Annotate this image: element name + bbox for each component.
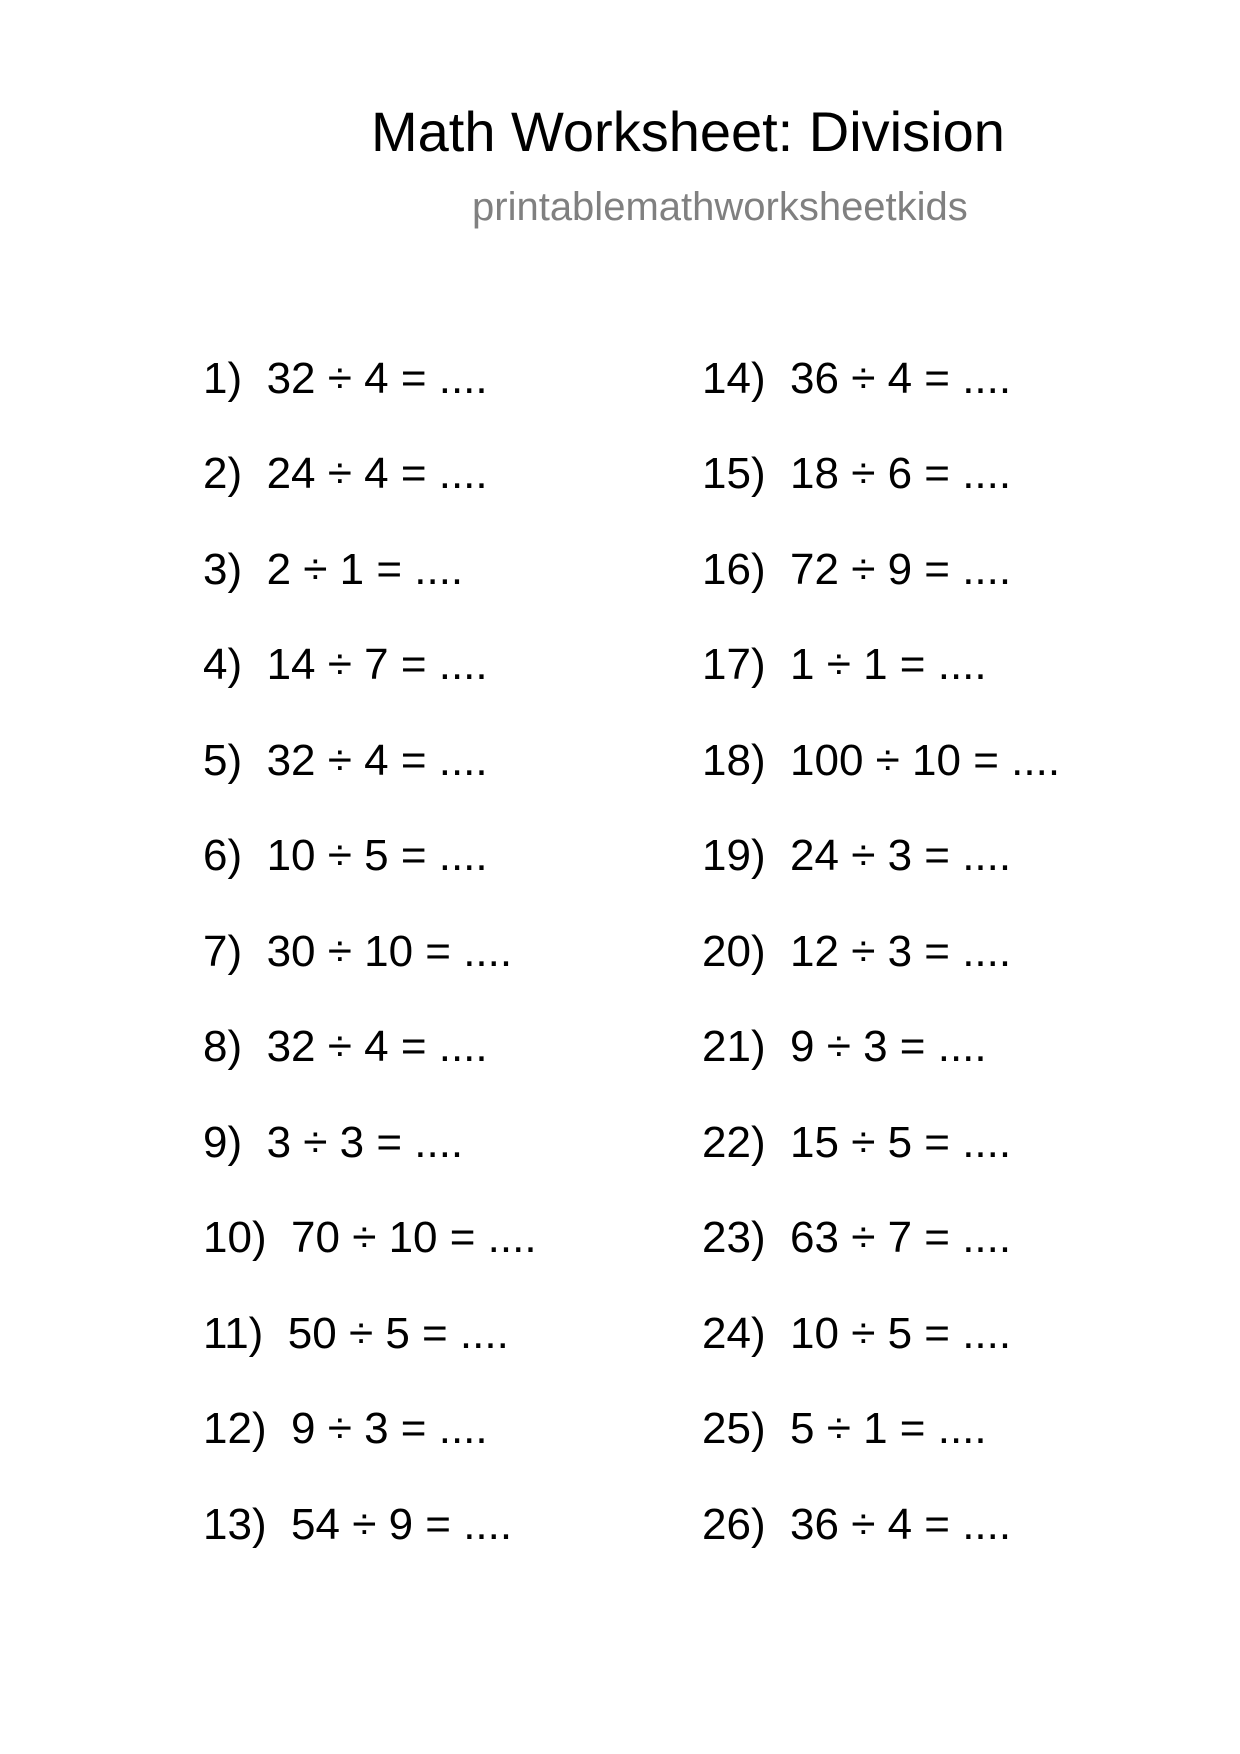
problem-item [203,1118,463,1168]
problem-item [203,1309,509,1359]
problem-expression: 10 ÷ 5 = .... [790,1309,1012,1358]
problem-expression: 15 ÷ 5 = .... [790,1118,1012,1167]
worksheet-title: Math Worksheet: Division [371,100,1005,163]
problem-item [203,927,512,977]
problem-item [702,545,1011,595]
problem-number: 23) [702,1213,766,1262]
problem-expression: 70 ÷ 10 = .... [291,1213,537,1262]
problem-expression: 14 ÷ 7 = .... [266,640,488,689]
problem-expression: 30 ÷ 10 = .... [266,927,513,976]
problem-item [203,354,488,404]
problem-number: 24) [702,1309,766,1358]
problem-item [702,1404,987,1454]
problem-number: 14) [702,354,766,403]
problem-item [702,1309,1011,1359]
problem-expression: 100 ÷ 10 = .... [790,736,1061,785]
problem-item [702,449,1011,499]
problem-number: 8) [203,1022,243,1071]
problem-number: 13) [203,1500,267,1549]
problem-expression: 3 ÷ 3 = .... [266,1118,464,1167]
problem-item [203,1404,488,1454]
problem-item [702,640,987,690]
problem-number: 10) [203,1213,267,1262]
problem-number: 15) [702,449,766,498]
problem-item [702,1118,1011,1168]
problem-expression: 18 ÷ 6 = .... [790,449,1012,498]
problem-number: 5) [203,736,243,785]
problem-expression: 32 ÷ 4 = .... [266,1022,488,1071]
problem-item [702,1213,1011,1263]
problem-number: 2) [203,449,243,498]
problem-expression: 72 ÷ 9 = .... [790,545,1012,594]
problem-item [203,1213,537,1263]
problem-expression: 36 ÷ 4 = .... [790,354,1012,403]
problem-number: 11) [203,1309,264,1358]
problem-expression: 50 ÷ 5 = .... [287,1309,509,1358]
problem-number: 3) [203,545,243,594]
problem-expression: 9 ÷ 3 = .... [790,1022,987,1071]
problem-number: 6) [203,831,243,880]
problem-item [203,545,463,595]
problem-expression: 5 ÷ 1 = .... [790,1404,987,1453]
problem-expression: 1 ÷ 1 = .... [790,640,987,689]
problem-item [203,736,488,786]
problem-item [203,1500,512,1550]
problem-item [702,927,1011,977]
problem-number: 17) [702,640,766,689]
problem-number: 7) [203,927,243,976]
problem-expression: 54 ÷ 9 = .... [291,1500,513,1549]
problem-item [702,1022,987,1072]
problem-item [203,831,488,881]
problem-expression: 24 ÷ 3 = .... [790,831,1012,880]
problem-expression: 2 ÷ 1 = .... [266,545,464,594]
problem-expression: 36 ÷ 4 = .... [790,1500,1012,1549]
problem-item [203,640,488,690]
problem-item [702,736,1060,786]
problem-number: 9) [203,1118,243,1167]
problem-expression: 9 ÷ 3 = .... [291,1404,488,1453]
problem-item [203,1022,488,1072]
problem-number: 19) [702,831,766,880]
problem-number: 12) [203,1404,267,1453]
problem-item [702,354,1011,404]
problem-number: 22) [702,1118,766,1167]
problem-number: 20) [702,927,766,976]
problem-expression: 32 ÷ 4 = .... [266,736,488,785]
problem-item [702,831,1011,881]
problem-number: 1) [203,354,243,403]
problem-number: 4) [203,640,243,689]
problem-expression: 63 ÷ 7 = .... [790,1213,1012,1262]
problem-item [702,1500,1011,1550]
problem-expression: 12 ÷ 3 = .... [790,927,1012,976]
problem-number: 21) [702,1022,766,1071]
problem-expression: 10 ÷ 5 = .... [266,831,488,880]
problem-number: 16) [702,545,766,594]
problem-item [203,449,488,499]
problem-number: 18) [702,736,766,785]
problem-number: 26) [702,1500,766,1549]
problem-expression: 24 ÷ 4 = .... [266,449,488,498]
worksheet-subtitle: printablemathworksheetkids [472,185,968,229]
problem-number: 25) [702,1404,766,1453]
problem-expression: 32 ÷ 4 = .... [266,354,488,403]
